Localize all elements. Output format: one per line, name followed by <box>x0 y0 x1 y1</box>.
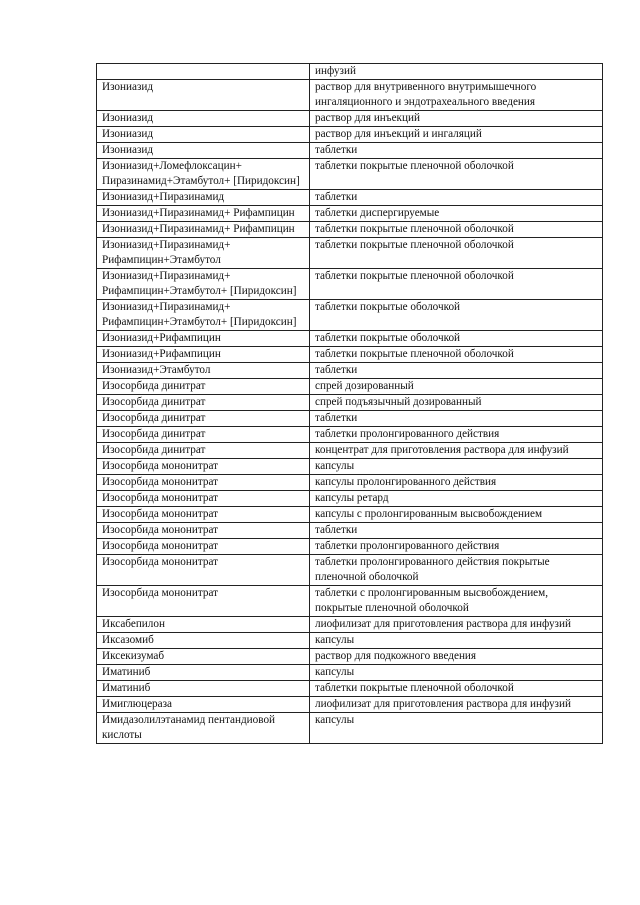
dosage-form-cell: инфузий <box>310 64 603 80</box>
dosage-form-cell: капсулы <box>310 665 603 681</box>
table-row <box>97 111 603 127</box>
dosage-form-cell: раствор для подкожного введения <box>310 649 603 665</box>
drug-name-cell: Изониазид <box>97 143 310 159</box>
dosage-form-cell: таблетки диспергируемые <box>310 206 603 222</box>
table-row <box>97 159 603 190</box>
dosage-form-cell: раствор для инъекций <box>310 111 603 127</box>
drug-name-cell: Изониазид+Пиразинамид+ Рифампицин+Этамбутол <box>97 238 310 269</box>
dosage-form-cell: таблетки <box>310 190 603 206</box>
drug-name-cell: Изониазид <box>97 127 310 143</box>
dosage-form-cell: лиофилизат для приготовления раствора для инфузий <box>310 617 603 633</box>
drug-name-cell: Изониазид+Пиразинамид+ Рифампицин+Этамбутол+ [Пиридоксин] <box>97 269 310 300</box>
table-row <box>97 491 603 507</box>
drug-name-cell: Иматиниб <box>97 681 310 697</box>
table-row <box>97 127 603 143</box>
table-row <box>97 539 603 555</box>
table-row <box>97 80 603 111</box>
dosage-form-cell: таблетки <box>310 363 603 379</box>
drug-name-cell: Иксекизумаб <box>97 649 310 665</box>
drug-name-cell: Изосорбида динитрат <box>97 427 310 443</box>
table-row <box>97 586 603 617</box>
drug-name-cell: Изониазид+Этамбутол <box>97 363 310 379</box>
drug-name-cell: Изосорбида мононитрат <box>97 586 310 617</box>
table-row <box>97 649 603 665</box>
drug-name-cell: Изосорбида динитрат <box>97 395 310 411</box>
drug-name-cell: Изониазид <box>97 111 310 127</box>
drug-name-cell: Иксабепилон <box>97 617 310 633</box>
dosage-form-cell: капсулы <box>310 459 603 475</box>
table-row <box>97 697 603 713</box>
drug-name-cell: Иматиниб <box>97 665 310 681</box>
dosage-form-cell: капсулы <box>310 633 603 649</box>
dosage-form-cell: таблетки <box>310 143 603 159</box>
dosage-form-cell: капсулы с пролонгированным высвобождением <box>310 507 603 523</box>
table-row <box>97 427 603 443</box>
drug-name-cell: Иксазомиб <box>97 633 310 649</box>
table-row <box>97 411 603 427</box>
dosage-form-cell: лиофилизат для приготовления раствора для инфузий <box>310 697 603 713</box>
table-row <box>97 379 603 395</box>
dosage-form-cell: таблетки <box>310 523 603 539</box>
drug-name-cell: Изосорбида динитрат <box>97 443 310 459</box>
dosage-form-cell: капсулы пролонгированного действия <box>310 475 603 491</box>
dosage-form-cell: таблетки покрытые пленочной оболочкой <box>310 269 603 300</box>
table-row <box>97 523 603 539</box>
table-row <box>97 681 603 697</box>
dosage-form-cell: таблетки <box>310 411 603 427</box>
dosage-form-cell: таблетки покрытые пленочной оболочкой <box>310 238 603 269</box>
table-row <box>97 665 603 681</box>
drug-name-cell <box>97 64 310 80</box>
drug-name-cell: Изониазид+Пиразинамид+ Рифампицин <box>97 222 310 238</box>
table-row <box>97 713 603 744</box>
dosage-form-cell: таблетки покрытые оболочкой <box>310 331 603 347</box>
drug-name-cell: Изониазид <box>97 80 310 111</box>
drug-name-cell: Изониазид+Рифампицин <box>97 331 310 347</box>
drug-name-cell: Имиглюцераза <box>97 697 310 713</box>
table-row <box>97 238 603 269</box>
drug-name-cell: Изосорбида мононитрат <box>97 491 310 507</box>
table-row <box>97 331 603 347</box>
drug-name-cell: Изосорбида мононитрат <box>97 507 310 523</box>
dosage-form-cell: раствор для внутривенного внутримышечного ингаляционного и эндотрахеального введения <box>310 80 603 111</box>
drug-name-cell: Изосорбида мононитрат <box>97 555 310 586</box>
table-row <box>97 206 603 222</box>
dosage-form-cell: раствор для инъекций и ингаляций <box>310 127 603 143</box>
dosage-form-cell: таблетки пролонгированного действия <box>310 427 603 443</box>
table-row <box>97 443 603 459</box>
drug-name-cell: Изосорбида мононитрат <box>97 523 310 539</box>
table-row <box>97 222 603 238</box>
table-row <box>97 395 603 411</box>
drug-name-cell: Изониазид+Пиразинамид+ Рифампицин+Этамбутол+ [Пиридоксин] <box>97 300 310 331</box>
drug-forms-table <box>96 63 603 744</box>
table-row <box>97 459 603 475</box>
dosage-form-cell: таблетки покрытые оболочкой <box>310 300 603 331</box>
dosage-form-cell: таблетки покрытые пленочной оболочкой <box>310 159 603 190</box>
dosage-form-cell: таблетки покрытые пленочной оболочкой <box>310 222 603 238</box>
dosage-form-cell: капсулы ретард <box>310 491 603 507</box>
drug-name-cell: Изосорбида динитрат <box>97 379 310 395</box>
dosage-form-cell: таблетки покрытые пленочной оболочкой <box>310 681 603 697</box>
drug-name-cell: Изониазид+Пиразинамид <box>97 190 310 206</box>
drug-name-cell: Изосорбида мононитрат <box>97 459 310 475</box>
dosage-form-cell: капсулы <box>310 713 603 744</box>
table-row <box>97 633 603 649</box>
drug-name-cell: Изониазид+Ломефлоксацин+ Пиразинамид+Этамбутол+ [Пиридоксин] <box>97 159 310 190</box>
table-row <box>97 64 603 80</box>
dosage-form-cell: спрей дозированный <box>310 379 603 395</box>
drug-name-cell: Изосорбида мононитрат <box>97 539 310 555</box>
dosage-form-cell: таблетки пролонгированного действия покрытые пленочной оболочкой <box>310 555 603 586</box>
drug-name-cell: Изосорбида мононитрат <box>97 475 310 491</box>
table-row <box>97 617 603 633</box>
drug-name-cell: Изониазид+Рифампицин <box>97 347 310 363</box>
dosage-form-cell: таблетки с пролонгированным высвобождением, покрытые пленочной оболочкой <box>310 586 603 617</box>
table-row <box>97 190 603 206</box>
dosage-form-cell: спрей подъязычный дозированный <box>310 395 603 411</box>
table-row <box>97 475 603 491</box>
table-body <box>97 64 603 744</box>
table-row <box>97 507 603 523</box>
dosage-form-cell: концентрат для приготовления раствора для инфузий <box>310 443 603 459</box>
table-row <box>97 363 603 379</box>
table-row <box>97 555 603 586</box>
document-page <box>96 63 602 744</box>
drug-name-cell: Изониазид+Пиразинамид+ Рифампицин <box>97 206 310 222</box>
table-row <box>97 300 603 331</box>
dosage-form-cell: таблетки пролонгированного действия <box>310 539 603 555</box>
drug-name-cell: Изосорбида динитрат <box>97 411 310 427</box>
dosage-form-cell: таблетки покрытые пленочной оболочкой <box>310 347 603 363</box>
table-row <box>97 269 603 300</box>
table-row <box>97 143 603 159</box>
drug-name-cell: Имидазолилэтанамид пентандиовой кислоты <box>97 713 310 744</box>
table-row <box>97 347 603 363</box>
